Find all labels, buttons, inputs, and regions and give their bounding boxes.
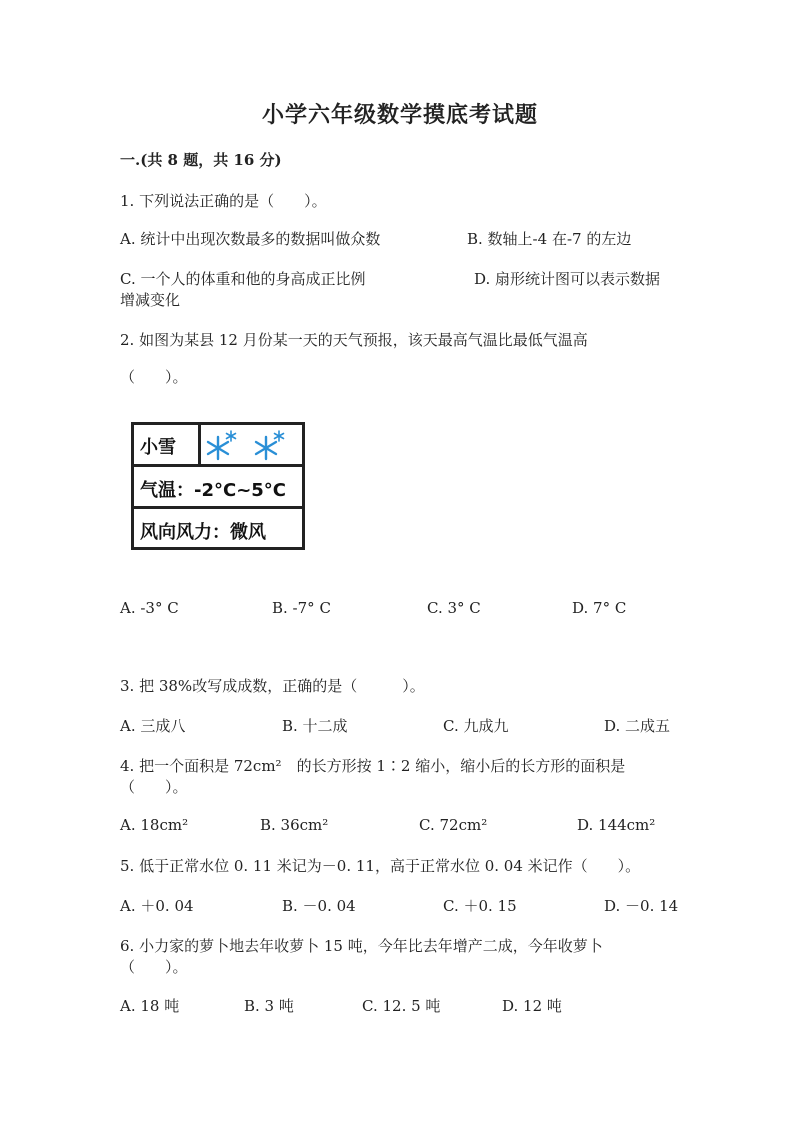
question-1-option-b: B. 数轴上-4 在-7 的左边 (467, 230, 632, 248)
question-3-option-d: D. 二成五 (604, 717, 671, 735)
question-5-option-d: D. －0. 14 (604, 897, 679, 915)
weather-forecast-card (131, 422, 305, 550)
weather-row-wind (134, 509, 302, 550)
question-2-option-a: A. -3° C (120, 599, 179, 617)
question-6-option-d: D. 12 吨 (502, 997, 562, 1015)
question-4-option-c: C. 72cm² (419, 816, 488, 834)
question-6-option-c: C. 12. 5 吨 (362, 997, 441, 1015)
weather-wind-text: 风向风力：微风 (140, 522, 266, 543)
question-6-stem: 6. 小力家的萝卜地去年收萝卜 15 吨，今年比去年增产二成，今年收萝卜 (120, 937, 603, 955)
snowflake-icon (204, 429, 242, 467)
question-5-option-c: C. ＋0. 15 (443, 897, 517, 915)
question-1-option-d-continued: 增减变化 (120, 291, 181, 309)
question-4-option-b: B. 36cm² (260, 816, 329, 834)
question-5-option-a: A. ＋0. 04 (120, 897, 194, 915)
question-2-stem-continued: （ ）。 (120, 368, 188, 386)
question-1-option-c: C. 一个人的体重和他的身高成正比例 (120, 270, 366, 288)
question-1-option-a: A. 统计中出现次数最多的数据叫做众数 (120, 230, 381, 248)
question-2-stem: 2. 如图为某县 12 月份某一天的天气预报，该天最高气温比最低气温高 (120, 331, 588, 349)
question-4-stem: 4. 把一个面积是 72cm² 的长方形按 1∶2 缩小，缩小后的长方形的面积是 (120, 757, 626, 775)
question-3-option-c: C. 九成九 (443, 717, 509, 735)
question-6-option-b: B. 3 吨 (244, 997, 294, 1015)
weather-cell-divider (198, 425, 201, 464)
weather-temperature-text: 气温：-2°C~5°C (140, 480, 287, 501)
question-2-option-d: D. 7° C (572, 599, 627, 617)
page-title: 小学六年级数学摸底考试题 (261, 102, 538, 128)
weather-row-temperature (134, 467, 302, 509)
question-6-option-a: A. 18 吨 (120, 997, 180, 1015)
question-2-option-b: B. -7° C (272, 599, 331, 617)
section-heading: 一.(共 8 题，共 16 分) (120, 151, 282, 169)
question-1-stem: 1. 下列说法正确的是（ ）。 (120, 192, 327, 210)
question-5-option-b: B. －0. 04 (282, 897, 356, 915)
question-4-option-d: D. 144cm² (577, 816, 656, 834)
question-2-option-c: C. 3° C (427, 599, 481, 617)
question-4-stem-continued: （ ）。 (120, 778, 188, 796)
weather-row-condition (134, 425, 302, 467)
snowflake-icon (252, 429, 290, 467)
question-3-option-b: B. 十二成 (282, 717, 348, 735)
question-3-stem: 3. 把 38%改写成成数，正确的是（ ）。 (120, 677, 425, 695)
question-3-option-a: A. 三成八 (120, 717, 186, 735)
question-5-stem: 5. 低于正常水位 0. 11 米记为－0. 11，高于正常水位 0. 04 米记作（ ）。 (120, 857, 641, 875)
question-4-option-a: A. 18cm² (120, 816, 189, 834)
question-1-option-d: D. 扇形统计图可以表示数据 (474, 270, 661, 288)
question-6-stem-continued: （ ）。 (120, 958, 188, 976)
weather-condition-label: 小雪 (140, 437, 176, 458)
